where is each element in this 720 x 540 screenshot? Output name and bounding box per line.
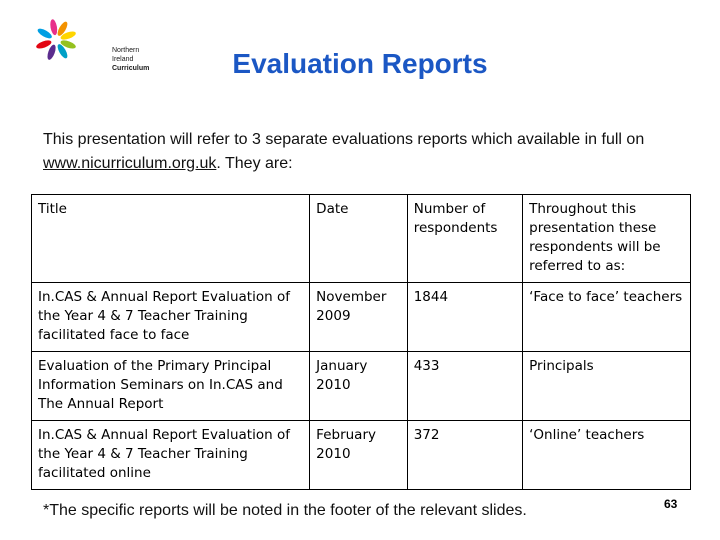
intro-paragraph [43, 128, 683, 176]
cell-title: In.CAS & Annual Report Evaluation of the Year 4 & 7 Teacher Training facilitated face to face [32, 283, 310, 352]
cell-date: February 2010 [310, 421, 408, 490]
table-row [32, 283, 691, 352]
page-title [0, 48, 720, 80]
cell-title: Evaluation of the Primary Principal Information Seminars on In.CAS and The Annual Report [32, 352, 310, 421]
table-row [32, 352, 691, 421]
cell-respondents: 372 [407, 421, 522, 490]
evaluation-reports-table [31, 194, 691, 490]
header-referred-as: Throughout this presentation these respondents will be referred to as: [523, 195, 691, 283]
header-title: Title [32, 195, 310, 283]
cell-referred-as: ‘Face to face’ teachers [523, 283, 691, 352]
cell-referred-as: Principals [523, 352, 691, 421]
logo-line-1: Northern Ireland [112, 47, 140, 63]
footer-note: *The specific reports will be noted in the footer of the relevant slides. [43, 502, 527, 519]
cell-date: January 2010 [310, 352, 408, 421]
cell-respondents: 433 [407, 352, 522, 421]
table-header-row [32, 195, 691, 283]
logo-line-2: Curriculum [112, 65, 150, 72]
page-number: 63 [664, 497, 678, 511]
header-respondents: Number of respondents [407, 195, 522, 283]
cell-title: In.CAS & Annual Report Evaluation of the Year 4 & 7 Teacher Training facilitated online [32, 421, 310, 490]
cell-date: November 2009 [310, 283, 408, 352]
intro-text: This presentation will refer to 3 separate evaluations reports which available in full on [43, 131, 645, 148]
cell-respondents: 1844 [407, 283, 522, 352]
nicurriculum-link[interactable]: www.nicurriculum.org.uk [43, 155, 217, 172]
table-row [32, 421, 691, 490]
header-date: Date [310, 195, 408, 283]
cell-referred-as: ‘Online’ teachers [523, 421, 691, 490]
intro-text-end: . They are: [216, 155, 293, 172]
page-title-text: Evaluation Reports [232, 48, 488, 79]
